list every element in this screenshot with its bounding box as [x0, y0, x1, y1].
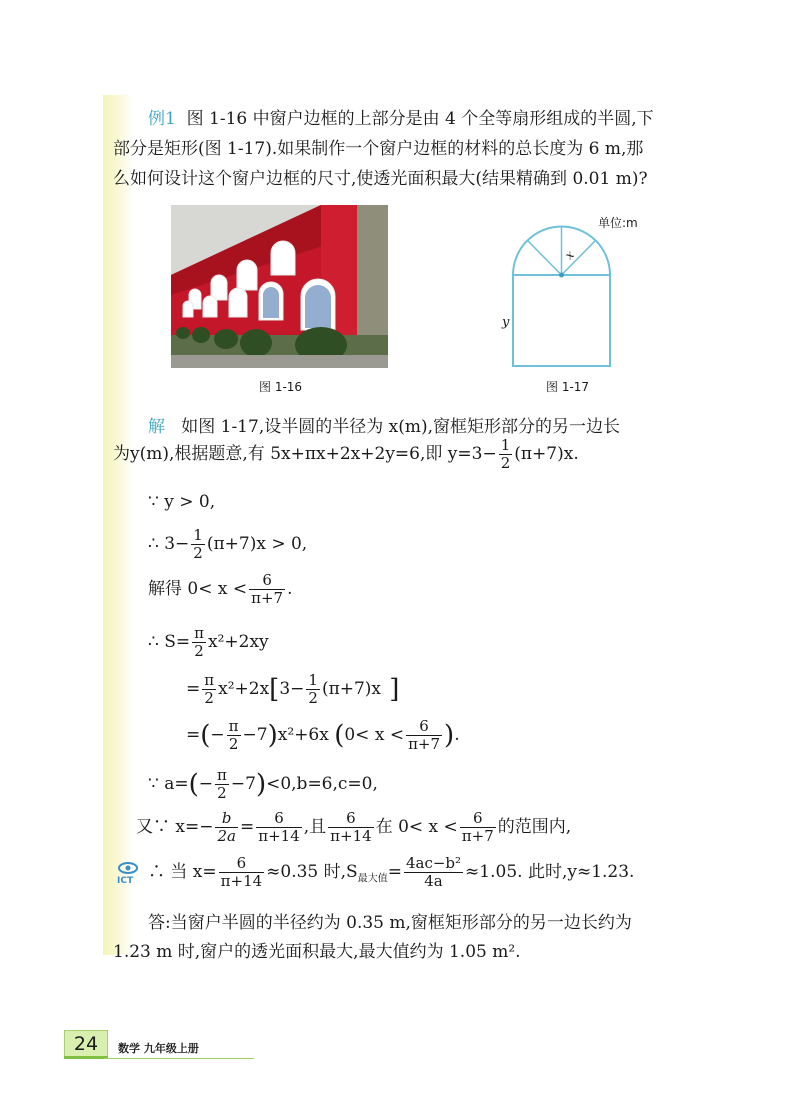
area-equation-3: =(− $\frac{\pi}{2}$ −7)x²+6x (0< x < $\frac{6}{\pi+7}$ ).: [186, 717, 460, 753]
fraction-half: $\frac{1}{2}$: [193, 526, 203, 562]
solution-label: 解: [148, 417, 165, 437]
fraction-6-over-pi7: $\frac{6}{\pi+7}$: [251, 571, 284, 607]
therefore-inequality: ∴ 3− $\frac{1}{2}$ (π+7)x > 0,: [148, 526, 308, 562]
radius-x-label: x: [562, 247, 577, 263]
max-value-subscript: 最大值: [357, 873, 388, 885]
fraction-half: $\frac{1}{2}$: [308, 671, 318, 707]
area-equation-1: ∴ S= $\frac{\pi}{2}$ x²+2xy: [148, 624, 269, 660]
answer-line-1: 答:当窗户半圆的半径约为 0.35 m,窗框矩形部分的另一边长约为: [148, 913, 632, 933]
fraction-pi-over-2: $\frac{\pi}{2}$: [194, 624, 204, 660]
example-text-1: 图 1-16 中窗户边框的上部分是由 4 个全等扇形组成的半圆,下: [186, 109, 654, 129]
unit-label: 单位:m: [598, 216, 638, 230]
maximum-line: ∴ 当 x= $\frac{6}{\pi+14}$ ≈0.35 时$,S_{最大值}=$ $\frac{\text{4ac−b²}}{4a}$ ≈1.05. 此时,y≈1.23.: [148, 854, 635, 890]
height-y-label: y: [502, 315, 510, 330]
svg-text:ICT: ICT: [117, 876, 134, 886]
fraction-pi-over-2: $\frac{\pi}{2}$: [204, 671, 215, 707]
coefficients-line: ∵ a=(− $\frac{\pi}{2}$ −7)<0,b=6,c=0,: [148, 766, 378, 802]
fraction-6-over-pi14: $\frac{6}{\pi+14}$: [330, 809, 372, 845]
fraction-6-over-pi14: $\frac{6}{\pi+14}$: [258, 809, 300, 845]
example-line-2: 部分是矩形(图 1-17).如果制作一个窗户边框的材料的总长度为 6 m,那: [113, 139, 644, 159]
footer-accent-line: [64, 1056, 108, 1059]
footer-rule: [104, 1058, 254, 1059]
answer-line-2: 1.23 m 时,窗户的透光面积最大,最大值约为 1.05 m².: [113, 942, 521, 962]
fraction-half: $\frac{1}{2}$: [500, 436, 511, 472]
example-label: 例1: [148, 109, 176, 129]
photo-caption: 图 1-16: [259, 380, 303, 394]
diagram-caption: 图 1-17: [546, 380, 590, 394]
equation-tail: (π+7)x.: [514, 444, 579, 464]
fraction-b-over-2a: $\frac{b}{2a}$: [217, 809, 236, 845]
ict-icon: [115, 860, 141, 886]
area-equation-2: = $\frac{\pi}{2}$ x²+2x[3− $\frac{1}{2}$ (π+7)x ]: [186, 671, 400, 707]
margin-highlight-band: [103, 95, 133, 955]
solution-line-1: [148, 412, 620, 437]
page-number: 24: [64, 1030, 108, 1058]
fraction-6-over-pi7: $\frac{6}{\pi+7}$: [461, 809, 494, 845]
fraction-pi-over-2: $\frac{\pi}{2}$: [217, 766, 227, 802]
solution-text-1: 如图 1-17,设半圆的半径为 x(m),窗框矩形部分的另一边长: [181, 417, 620, 437]
fraction-pi-over-2: $\frac{\pi}{2}$: [228, 717, 239, 753]
solution-line-2: [113, 437, 579, 472]
equation-text: 为y(m),根据题意,有 5x+πx+2x+2y=6,即 y=3−: [113, 444, 497, 464]
vertex-line: 又∵ x=− $\frac{b}{2a}$ = $\frac{6}{\pi+14}$ ,且 $\frac{6}{\pi+14}$ 在 0< x < $\frac{6}{\pi+7}$ 的范围内,: [136, 809, 572, 845]
fraction-6-over-pi7: $\frac{6}{\pi+7}$: [408, 717, 441, 753]
example-line-3: 么如何设计这个窗户边框的尺寸,使透光面积最大(结果精确到 0.01 m)?: [113, 169, 648, 189]
example-line-1: [148, 104, 654, 129]
fraction-max-value: $\frac{\text{4ac−b²}}{4a}$: [405, 854, 462, 890]
book-title: 数学 九年级上册: [118, 1042, 199, 1055]
because-y-positive: ∵ y > 0,: [148, 492, 216, 512]
fraction-6-over-pi14: $\frac{6}{\pi+14}$: [220, 854, 263, 890]
solve-range: 解得 0< x < $\frac{6}{\pi+7}$ .: [148, 571, 293, 607]
window-building-photo: [171, 205, 388, 368]
